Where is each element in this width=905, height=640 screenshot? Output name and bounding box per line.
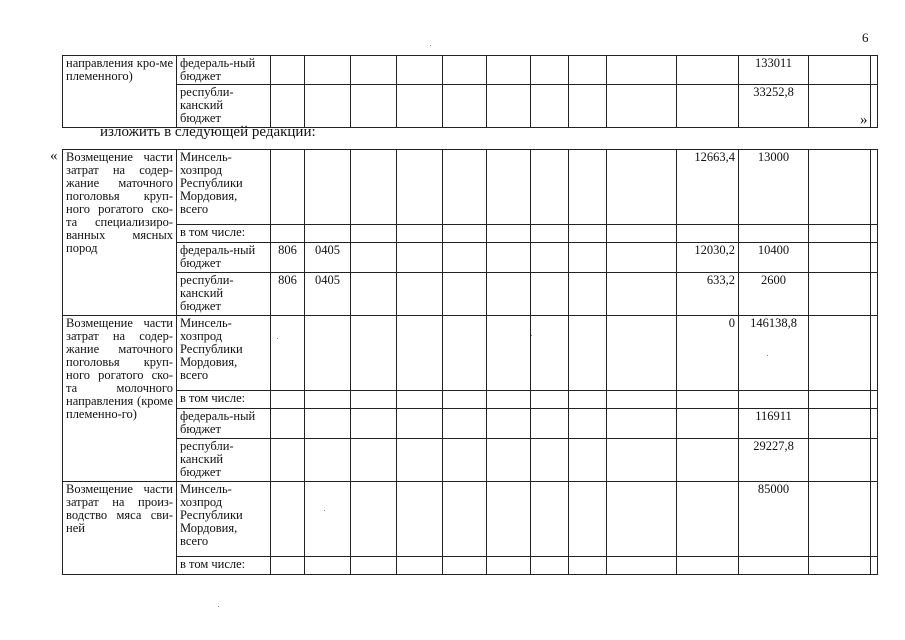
value-cell: 12030,2	[677, 243, 739, 273]
value-cell: 146138,8	[739, 316, 809, 391]
empty-cell	[351, 391, 397, 409]
empty-cell	[351, 150, 397, 225]
empty-cell	[871, 85, 878, 128]
empty-cell	[871, 316, 878, 391]
empty-cell	[531, 225, 569, 243]
empty-cell	[809, 150, 871, 225]
recipient-cell: республи-канский бюджет	[177, 273, 271, 316]
empty-cell	[397, 273, 443, 316]
value-cell	[677, 391, 739, 409]
value-cell	[677, 482, 739, 557]
code-cell: 806	[271, 243, 305, 273]
empty-cell	[569, 150, 607, 225]
empty-cell	[397, 243, 443, 273]
page-number: 6	[862, 30, 869, 45]
table-row	[63, 56, 878, 85]
empty-cell	[607, 243, 677, 273]
table-row	[63, 316, 878, 391]
empty-cell	[351, 439, 397, 482]
empty-cell	[569, 391, 607, 409]
empty-cell	[443, 316, 487, 391]
instruction-text: изложить в следующей редакции:	[100, 124, 316, 140]
empty-cell	[531, 409, 569, 439]
empty-cell	[871, 150, 878, 225]
empty-cell	[871, 391, 878, 409]
recipient-cell: республи-канский бюджет	[177, 85, 271, 128]
table-row	[63, 150, 878, 225]
empty-cell	[487, 557, 531, 575]
empty-cell	[871, 439, 878, 482]
empty-cell	[809, 409, 871, 439]
scan-speck	[531, 335, 532, 336]
section-cell	[305, 391, 351, 409]
code-cell: 806	[271, 273, 305, 316]
scan-speck	[430, 45, 431, 46]
code-cell	[271, 482, 305, 557]
empty-cell	[569, 439, 607, 482]
code-cell	[271, 56, 305, 85]
empty-cell	[487, 56, 531, 85]
measure-description: Возмещение части затрат на содер-жание маточного поголовья круп-ного рогатого ско-та специализиро-ванных мясных пород	[63, 150, 177, 316]
empty-cell	[397, 56, 443, 85]
empty-cell	[607, 150, 677, 225]
empty-cell	[809, 391, 871, 409]
value-cell: 33252,8	[739, 85, 809, 128]
empty-cell	[397, 225, 443, 243]
table-row	[63, 273, 878, 316]
value-cell: 10400	[739, 243, 809, 273]
value-cell	[677, 85, 739, 128]
section-cell	[305, 482, 351, 557]
empty-cell	[487, 243, 531, 273]
empty-cell	[809, 439, 871, 482]
value-cell	[739, 391, 809, 409]
empty-cell	[487, 225, 531, 243]
empty-cell	[607, 85, 677, 128]
code-cell	[271, 85, 305, 128]
value-cell	[677, 225, 739, 243]
empty-cell	[569, 225, 607, 243]
empty-cell	[569, 85, 607, 128]
empty-cell	[397, 391, 443, 409]
section-cell	[305, 56, 351, 85]
value-cell: 29227,8	[739, 439, 809, 482]
recipient-cell: Минсель-хозпрод Республики Мордовия, всего	[177, 150, 271, 225]
empty-cell	[351, 243, 397, 273]
value-cell: 633,2	[677, 273, 739, 316]
empty-cell	[443, 391, 487, 409]
recipient-cell: федераль-ный бюджет	[177, 56, 271, 85]
recipient-cell: федераль-ный бюджет	[177, 243, 271, 273]
empty-cell	[569, 243, 607, 273]
empty-cell	[531, 85, 569, 128]
empty-cell	[351, 409, 397, 439]
empty-cell	[569, 316, 607, 391]
empty-cell	[809, 557, 871, 575]
empty-cell	[397, 409, 443, 439]
measure-description: Возмещение части затрат на произ-водство мяса сви-ней	[63, 482, 177, 575]
table-row	[63, 243, 878, 273]
recipient-cell: республи-канский бюджет	[177, 439, 271, 482]
table-row	[63, 439, 878, 482]
code-cell	[271, 439, 305, 482]
code-cell	[271, 225, 305, 243]
empty-cell	[397, 85, 443, 128]
main-table	[62, 149, 878, 575]
top-table	[62, 55, 878, 128]
empty-cell	[871, 482, 878, 557]
empty-cell	[397, 150, 443, 225]
empty-cell	[487, 316, 531, 391]
code-cell	[271, 409, 305, 439]
empty-cell	[809, 243, 871, 273]
value-cell	[677, 557, 739, 575]
empty-cell	[569, 557, 607, 575]
empty-cell	[443, 225, 487, 243]
empty-cell	[569, 273, 607, 316]
empty-cell	[351, 557, 397, 575]
table-row	[63, 85, 878, 128]
empty-cell	[351, 316, 397, 391]
value-cell: 116911	[739, 409, 809, 439]
recipient-cell: федераль-ный бюджет	[177, 409, 271, 439]
recipient-cell: Минсель-хозпрод Республики Мордовия, всего	[177, 482, 271, 557]
empty-cell	[487, 85, 531, 128]
empty-cell	[443, 56, 487, 85]
empty-cell	[397, 482, 443, 557]
opening-quote: «	[50, 148, 58, 164]
empty-cell	[443, 243, 487, 273]
table-row	[63, 225, 878, 243]
empty-cell	[531, 150, 569, 225]
empty-cell	[487, 482, 531, 557]
empty-cell	[397, 439, 443, 482]
value-cell	[739, 557, 809, 575]
value-cell: 85000	[739, 482, 809, 557]
empty-cell	[443, 150, 487, 225]
empty-cell	[443, 273, 487, 316]
section-cell	[305, 557, 351, 575]
empty-cell	[569, 56, 607, 85]
table-row	[63, 409, 878, 439]
empty-cell	[397, 557, 443, 575]
empty-cell	[487, 439, 531, 482]
value-cell	[677, 439, 739, 482]
table-row	[63, 391, 878, 409]
empty-cell	[607, 56, 677, 85]
empty-cell	[443, 482, 487, 557]
empty-cell	[607, 409, 677, 439]
value-cell: 133011	[739, 56, 809, 85]
empty-cell	[443, 85, 487, 128]
scan-speck	[767, 355, 768, 356]
empty-cell	[809, 482, 871, 557]
empty-cell	[487, 409, 531, 439]
empty-cell	[809, 273, 871, 316]
empty-cell	[487, 391, 531, 409]
empty-cell	[531, 557, 569, 575]
measure-description: направления кро-ме племенного)	[63, 56, 177, 128]
section-cell	[305, 316, 351, 391]
recipient-cell: Минсель-хозпрод Республики Мордовия, всего	[177, 316, 271, 391]
recipient-cell: в том числе:	[177, 225, 271, 243]
empty-cell	[569, 482, 607, 557]
section-cell: 0405	[305, 243, 351, 273]
empty-cell	[351, 56, 397, 85]
code-cell	[271, 391, 305, 409]
empty-cell	[487, 273, 531, 316]
empty-cell	[351, 273, 397, 316]
empty-cell	[871, 243, 878, 273]
empty-cell	[531, 56, 569, 85]
empty-cell	[607, 391, 677, 409]
empty-cell	[531, 439, 569, 482]
table-row	[63, 482, 878, 557]
code-cell	[271, 316, 305, 391]
empty-cell	[351, 225, 397, 243]
empty-cell	[531, 482, 569, 557]
measure-description: Возмещение части затрат на содер-жание маточного поголовья круп-ного рогатого ско-та молочного направления (кроме племенно-го)	[63, 316, 177, 482]
empty-cell	[531, 243, 569, 273]
empty-cell	[531, 391, 569, 409]
empty-cell	[569, 409, 607, 439]
empty-cell	[397, 316, 443, 391]
value-cell	[739, 225, 809, 243]
code-cell	[271, 557, 305, 575]
empty-cell	[871, 409, 878, 439]
section-cell: 0405	[305, 273, 351, 316]
empty-cell	[871, 225, 878, 243]
value-cell	[677, 56, 739, 85]
value-cell: 13000	[739, 150, 809, 225]
scan-speck	[324, 510, 325, 511]
scan-speck	[218, 606, 219, 607]
recipient-cell: в том числе:	[177, 391, 271, 409]
empty-cell	[351, 482, 397, 557]
value-cell: 0	[677, 316, 739, 391]
empty-cell	[607, 482, 677, 557]
empty-cell	[809, 316, 871, 391]
section-cell	[305, 439, 351, 482]
empty-cell	[443, 557, 487, 575]
empty-cell	[351, 85, 397, 128]
empty-cell	[443, 409, 487, 439]
empty-cell	[871, 273, 878, 316]
empty-cell	[809, 225, 871, 243]
empty-cell	[607, 557, 677, 575]
empty-cell	[487, 150, 531, 225]
section-cell	[305, 85, 351, 128]
empty-cell	[871, 56, 878, 85]
empty-cell	[531, 316, 569, 391]
empty-cell	[607, 316, 677, 391]
value-cell: 12663,4	[677, 150, 739, 225]
empty-cell	[531, 273, 569, 316]
value-cell	[677, 409, 739, 439]
section-cell	[305, 409, 351, 439]
empty-cell	[607, 439, 677, 482]
code-cell	[271, 150, 305, 225]
closing-quote: »	[860, 112, 868, 128]
empty-cell	[443, 439, 487, 482]
empty-cell	[871, 557, 878, 575]
scan-speck	[277, 338, 278, 339]
value-cell: 2600	[739, 273, 809, 316]
section-cell	[305, 150, 351, 225]
empty-cell	[607, 273, 677, 316]
recipient-cell: в том числе:	[177, 557, 271, 575]
empty-cell	[809, 56, 871, 85]
empty-cell	[607, 225, 677, 243]
section-cell	[305, 225, 351, 243]
table-row	[63, 557, 878, 575]
